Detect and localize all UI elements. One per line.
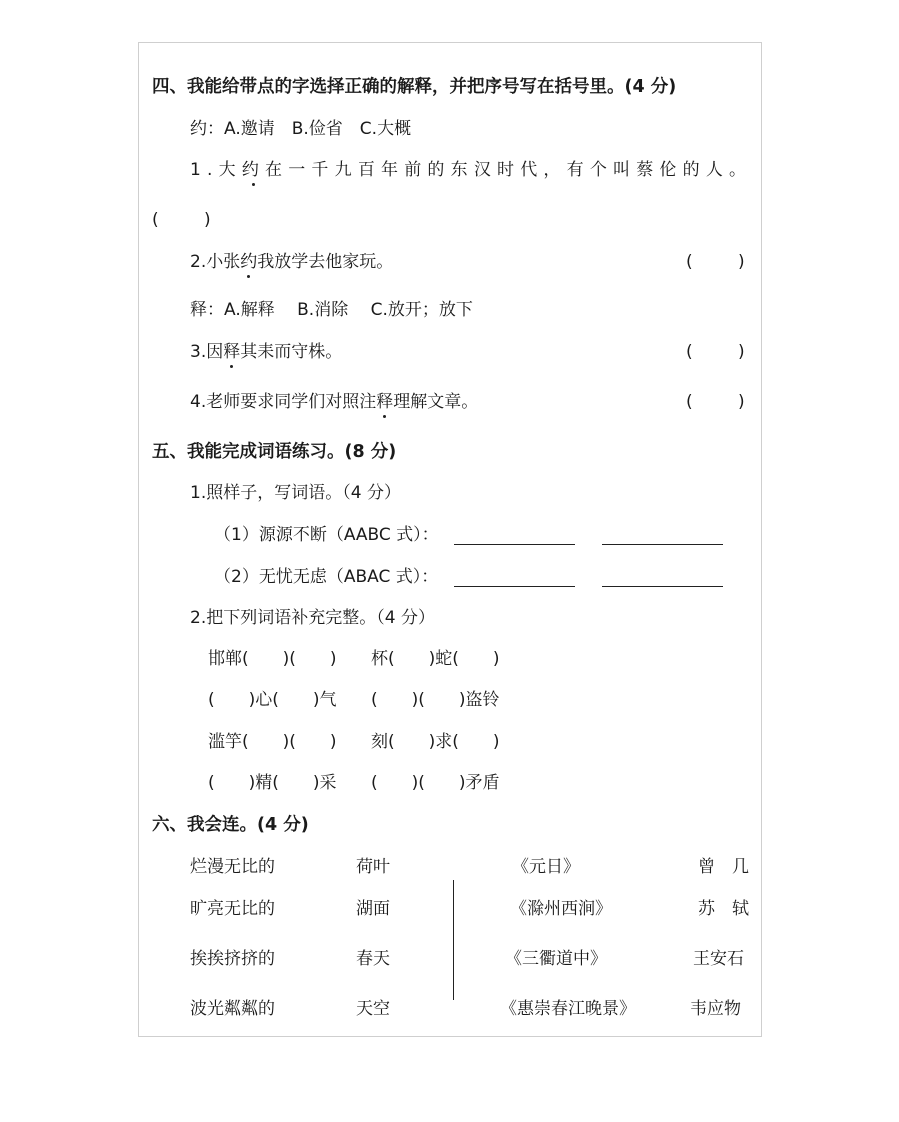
match-poem-2[interactable]: 《滁州西涧》 (510, 899, 612, 919)
example-2-label: （2）无忧无虑（ABAC 式）： (214, 567, 439, 587)
q4-dotted-char: 释 (376, 392, 394, 412)
q2-answer-left-paren[interactable]: ( (686, 252, 693, 272)
idiom-3a[interactable]: 滥竽( )( ) (208, 732, 337, 752)
q2-suffix: 我放学去他家玩。 (257, 252, 394, 272)
q1-dotted-char: 约 (241, 160, 266, 180)
q3-answer-right-paren[interactable]: ) (738, 342, 745, 362)
idiom-2b[interactable]: ( )( )盗铃 (371, 690, 500, 710)
match-adjective-3[interactable]: 挨挨挤挤的 (190, 949, 275, 969)
match-noun-2[interactable]: 湖面 (356, 899, 390, 919)
match-adjective-1[interactable]: 烂漫无比的 (190, 857, 275, 877)
example-1-blank-2[interactable] (602, 544, 723, 545)
q3-suffix: 其耒而守株。 (240, 342, 343, 362)
example-1-blank-1[interactable] (454, 544, 575, 545)
q4-answer-left-paren[interactable]: ( (686, 392, 693, 412)
idiom-1b[interactable]: 杯( )蛇( ) (371, 649, 500, 669)
match-poet-3[interactable]: 王安石 (693, 949, 744, 969)
q1-prefix: 1.大 (190, 160, 242, 180)
match-noun-4[interactable]: 天空 (356, 999, 390, 1019)
example-2-blank-2[interactable] (602, 586, 723, 587)
yue-options: 约：A.邀请 B.俭省 C.大概 (190, 119, 412, 139)
match-poem-1[interactable]: 《元日》 (512, 857, 580, 877)
q2-prefix: 2.小张 (190, 252, 241, 272)
q3-dotted-char: 释 (223, 342, 241, 362)
q4-answer-right-paren[interactable]: ) (738, 392, 745, 412)
idiom-4b[interactable]: ( )( )矛盾 (371, 773, 500, 793)
shi-options: 释：A.解释 B.消除 C.放开；放下 (190, 300, 473, 320)
match-adjective-2[interactable]: 旷亮无比的 (190, 899, 275, 919)
section4-title: 四、我能给带点的字选择正确的解释，并把序号写在括号里。(4 分) (152, 77, 677, 97)
q1-answer-left-paren[interactable]: ( (152, 210, 159, 230)
question-4 (190, 391, 478, 413)
q2-dotted-char: 约 (240, 252, 258, 272)
match-poet-4[interactable]: 韦应物 (690, 999, 741, 1019)
match-noun-3[interactable]: 春天 (356, 949, 390, 969)
idiom-2a[interactable]: ( )心( )气 (208, 690, 337, 710)
match-poet-1[interactable]: 曾 几 (698, 857, 749, 877)
example-2-blank-1[interactable] (454, 586, 575, 587)
column-divider-line (453, 880, 454, 1000)
match-adjective-4[interactable]: 波光粼粼的 (190, 999, 275, 1019)
match-poet-2[interactable]: 苏 轼 (698, 899, 749, 919)
match-noun-1[interactable]: 荷叶 (356, 857, 390, 877)
q4-prefix: 4.老师要求同学们对照注 (190, 392, 377, 412)
question-3 (190, 341, 342, 363)
example-1-label: （1）源源不断（AABC 式）： (214, 525, 439, 545)
question-1 (190, 159, 752, 181)
q3-prefix: 3.因 (190, 342, 224, 362)
match-poem-3[interactable]: 《三衢道中》 (505, 949, 607, 969)
q1-answer-right-paren[interactable]: ) (204, 210, 211, 230)
match-poem-4[interactable]: 《惠崇春江晚景》 (500, 999, 636, 1019)
q2-answer-right-paren[interactable]: ) (738, 252, 745, 272)
section5-title: 五、我能完成词语练习。(8 分) (152, 442, 397, 462)
q4-suffix: 理解文章。 (393, 392, 479, 412)
q1-suffix: 在一千九百年前的东汉时代，有个叫蔡伦的人。 (265, 160, 753, 180)
idiom-4a[interactable]: ( )精( )采 (208, 773, 337, 793)
section5-sub2: 2.把下列词语补充完整。（4 分） (190, 608, 435, 628)
section5-sub1: 1.照样子，写词语。（4 分） (190, 483, 401, 503)
idiom-1a[interactable]: 邯郸( )( ) (208, 649, 337, 669)
q3-answer-left-paren[interactable]: ( (686, 342, 693, 362)
idiom-3b[interactable]: 刻( )求( ) (371, 732, 500, 752)
question-2 (190, 251, 393, 273)
section6-title: 六、我会连。(4 分) (152, 815, 309, 835)
